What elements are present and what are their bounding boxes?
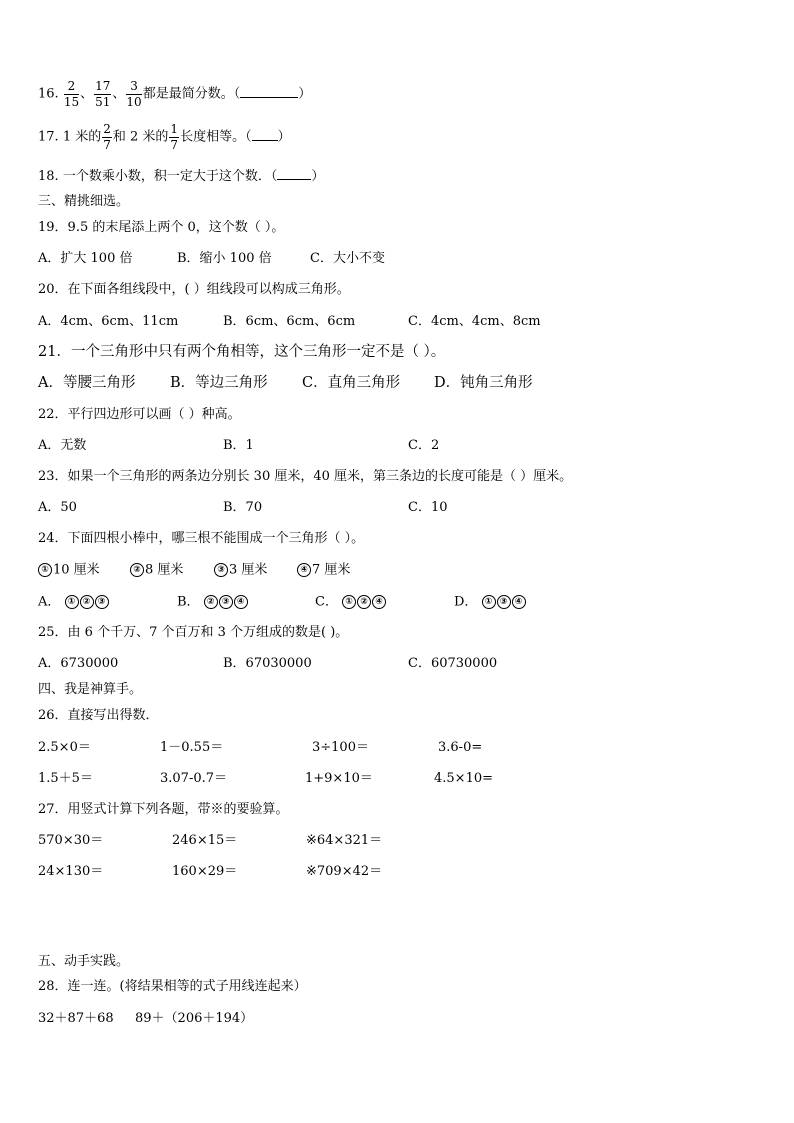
calc-item: 1+9×10＝ <box>305 771 373 786</box>
option-d[interactable]: D． ① ③ ④ <box>454 595 527 609</box>
question-21: 21．一个三角形中只有两个角相等，这个三角形一定不是（ ）。 <box>38 344 446 360</box>
calc-item: 1－0.55＝ <box>160 740 224 755</box>
option-a[interactable]: A．4cm、6cm、11cm <box>38 314 179 329</box>
section-4-heading: 四、我是神算手。 <box>38 682 143 697</box>
option-b[interactable]: B．缩小 100 倍 <box>177 251 272 266</box>
question-24: 24．下面四根小棒中，哪三根不能围成一个三角形（ ）。 <box>38 531 365 546</box>
calc-item: 246×15＝ <box>172 833 238 848</box>
answer-blank[interactable] <box>240 86 298 98</box>
option-c[interactable]: C．2 <box>408 438 440 453</box>
match-expression[interactable]: 89＋（206＋194） <box>135 1011 254 1026</box>
calc-item: ※64×321＝ <box>306 833 383 848</box>
fraction-17-51: $\frac{17}{51}$ <box>95 79 111 109</box>
question-28: 28．连一连。(将结果相等的式子用线连起来） <box>38 979 307 994</box>
fraction-1-7: $\frac{1}{7}$ <box>170 122 179 152</box>
stick-2: ② 8 厘米 <box>130 563 183 577</box>
fraction-3-10: $\frac{3}{10}$ <box>126 79 142 109</box>
question-22: 22．平行四边形可以画（ ）种高。 <box>38 407 241 422</box>
fraction-2-7: $\frac{2}{7}$ <box>103 122 111 152</box>
option-a[interactable]: A．50 <box>38 500 77 515</box>
calc-item: 160×29＝ <box>172 864 238 879</box>
calc-item: ※709×42＝ <box>306 864 383 879</box>
calc-item: 570×30＝ <box>38 833 104 848</box>
section-5-heading: 五、动手实践。 <box>38 954 130 969</box>
question-16: 16. $\frac{2}{15}$ 、 $\frac{17}{51}$ 、 $\frac{3}{10}$ 都是最简分数。（ ） <box>38 79 312 109</box>
question-19: 19．9.5 的末尾添上两个 0，这个数（ ）。 <box>38 220 285 235</box>
question-26: 26．直接写出得数． <box>38 708 159 723</box>
calc-item: 3÷100＝ <box>312 740 369 755</box>
question-17: 17. 1 米的 $\frac{2}{7}$ 和 2 米的 $\frac{1}{7}$ 长度相等。（ ） <box>38 122 291 152</box>
option-a[interactable]: A．等腰三角形 <box>38 375 136 391</box>
question-20: 20．在下面各组线段中，( ）组线段可以构成三角形。 <box>38 282 350 297</box>
calc-item: 24×130＝ <box>38 864 104 879</box>
option-b[interactable]: B．1 <box>223 438 254 453</box>
match-expression[interactable]: 32＋87＋68 <box>38 1011 114 1026</box>
option-c[interactable]: C．直角三角形 <box>302 375 401 391</box>
question-23: 23．如果一个三角形的两条边分别长 30 厘米，40 厘米，第三条边的长度可能是（ ）厘米。 <box>38 469 573 484</box>
option-b[interactable]: B．6cm、6cm、6cm <box>223 314 356 329</box>
option-c[interactable]: C．60730000 <box>408 656 498 671</box>
answer-blank[interactable] <box>252 129 278 141</box>
option-d[interactable]: D．钝角三角形 <box>434 375 533 391</box>
option-b[interactable]: B．67030000 <box>223 656 312 671</box>
stick-3: ③ 3 厘米 <box>214 563 267 577</box>
option-c[interactable]: C．4cm、4cm、8cm <box>408 314 541 329</box>
option-c[interactable]: C．大小不变 <box>310 251 385 266</box>
calc-item: 2.5×0＝ <box>38 740 91 755</box>
stick-1: ① 10 厘米 <box>38 563 100 577</box>
section-3-heading: 三、精挑细选。 <box>38 194 130 209</box>
calc-item: 1.5＋5＝ <box>38 771 93 786</box>
option-a[interactable]: A． ① ② ③ <box>38 595 110 609</box>
option-b[interactable]: B．等边三角形 <box>170 375 268 391</box>
question-25: 25．由 6 个千万、7 个百万和 3 个万组成的数是( )。 <box>38 625 349 640</box>
option-c[interactable]: C．10 <box>408 500 448 515</box>
answer-blank[interactable] <box>277 168 311 180</box>
option-a[interactable]: A．无数 <box>38 438 87 453</box>
option-b[interactable]: B．70 <box>223 500 263 515</box>
option-c[interactable]: C． ① ② ④ <box>315 595 387 609</box>
calc-item: 4.5×10= <box>434 771 494 786</box>
calc-item: 3.6-0= <box>438 740 483 755</box>
fraction-2-15: $\frac{2}{15}$ <box>63 79 80 109</box>
question-27: 27．用竖式计算下列各题，带※的要验算。 <box>38 802 289 817</box>
option-a[interactable]: A．6730000 <box>38 656 119 671</box>
stick-4: ④ 7 厘米 <box>297 563 350 577</box>
option-b[interactable]: B． ② ③ ④ <box>177 595 249 609</box>
calc-item: 3.07-0.7＝ <box>160 771 228 786</box>
option-a[interactable]: A．扩大 100 倍 <box>38 251 133 266</box>
question-18: 18. 一个数乘小数，积一定大于这个数．（ ） <box>38 169 325 184</box>
